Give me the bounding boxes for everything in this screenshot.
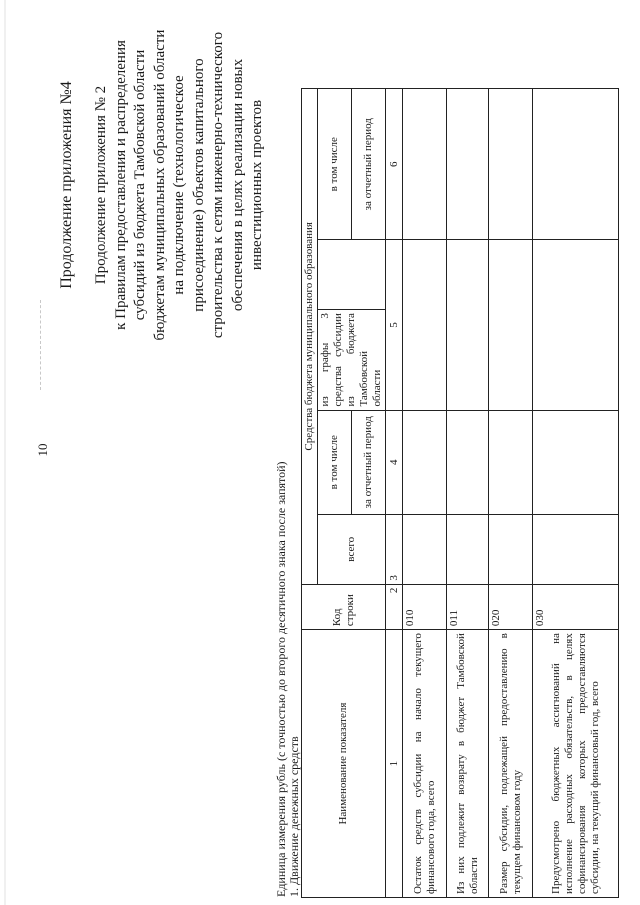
cell-empty [447,410,489,514]
cell-empty [489,240,533,410]
row-name: Остаток средств субсидии на начало текущего финансового года, всего [403,630,447,898]
funds-table [301,88,619,898]
header-line: к Правилам предоставления и распределения [112,40,129,330]
header-cell-name: Наименование показателя [302,630,386,898]
table-row [533,89,619,898]
row-code: 011 [447,584,489,630]
header-cell-regional-funds: из графы 3 средства субсидии из бюджета Тамбовской области [318,310,386,410]
table-header-row [302,89,318,898]
cell-empty [403,89,447,240]
unit-note: Единица измерения рубль (с точностью до второго десятичного знака после запятой) [274,461,288,897]
table-row [447,89,489,898]
column-number: 6 [386,89,403,240]
header-block [92,0,268,375]
cell-empty [447,514,489,584]
cell-empty [533,410,619,514]
cell-empty [533,240,619,410]
column-number: 3 [386,514,403,584]
section-title: 1. Движение денежных средств [287,736,301,897]
row-name: Из них подлежит возврату в бюджет Тамбовской области [447,630,489,898]
row-name: Размер субсидии, подлежащей предоставлению в текущем финансовом году [489,630,533,898]
header-line: инвестиционных проектов [249,99,265,271]
row-name: Предусмотрено бюджетных ассигнований на исполнение расходных обязательств, в целях софинансирования которых предоставляются субсидии, на текущий финансовый год, всего [533,630,619,898]
row-code: 030 [533,584,619,630]
header-cell-code: Код строки [302,584,386,630]
table-row [489,89,533,898]
row-code: 020 [489,584,533,630]
cell-empty [447,240,489,410]
cell-empty [403,240,447,410]
page-number: 10 [35,443,50,457]
header-line: обеспечения в целях реализации новых [229,58,246,312]
header-line: бюджетам муниципальных образований области [151,29,168,341]
header-cell-period-2: за отчетный период [352,89,386,240]
cell-empty [533,89,619,240]
cell-empty [489,410,533,514]
header-cell-total: всего [318,514,386,584]
header-line: Продолжение приложения № 2 [93,85,109,285]
column-number: 5 [386,240,403,410]
header-cell-municipal-funds: Средства бюджета муниципального образования [302,89,318,585]
header-cell-spacer [318,240,386,310]
cell-empty [447,89,489,240]
column-number: 2 [386,584,403,630]
continuation-title: Продолжение приложения №4 [58,81,75,289]
column-number-row [386,89,403,898]
header-line: на подключение (технологическое [171,75,187,295]
table-row [403,89,447,898]
cell-empty [489,514,533,584]
header-line: субсидий из бюджета Тамбовской области [132,49,148,321]
column-number: 1 [386,630,403,898]
cell-empty [533,514,619,584]
cell-empty [403,410,447,514]
column-number: 4 [386,410,403,514]
cell-empty [403,514,447,584]
header-cell-period: за отчетный период [352,410,386,514]
row-code: 010 [403,584,447,630]
header-line: строительства к сетям инженерно-технического [210,31,226,339]
header-cell-including-2: в том числе [318,89,352,240]
header-cell-including: в том числе [318,410,352,514]
header-line: присоединение) объектов капитального [190,58,207,312]
cell-empty [489,89,533,240]
